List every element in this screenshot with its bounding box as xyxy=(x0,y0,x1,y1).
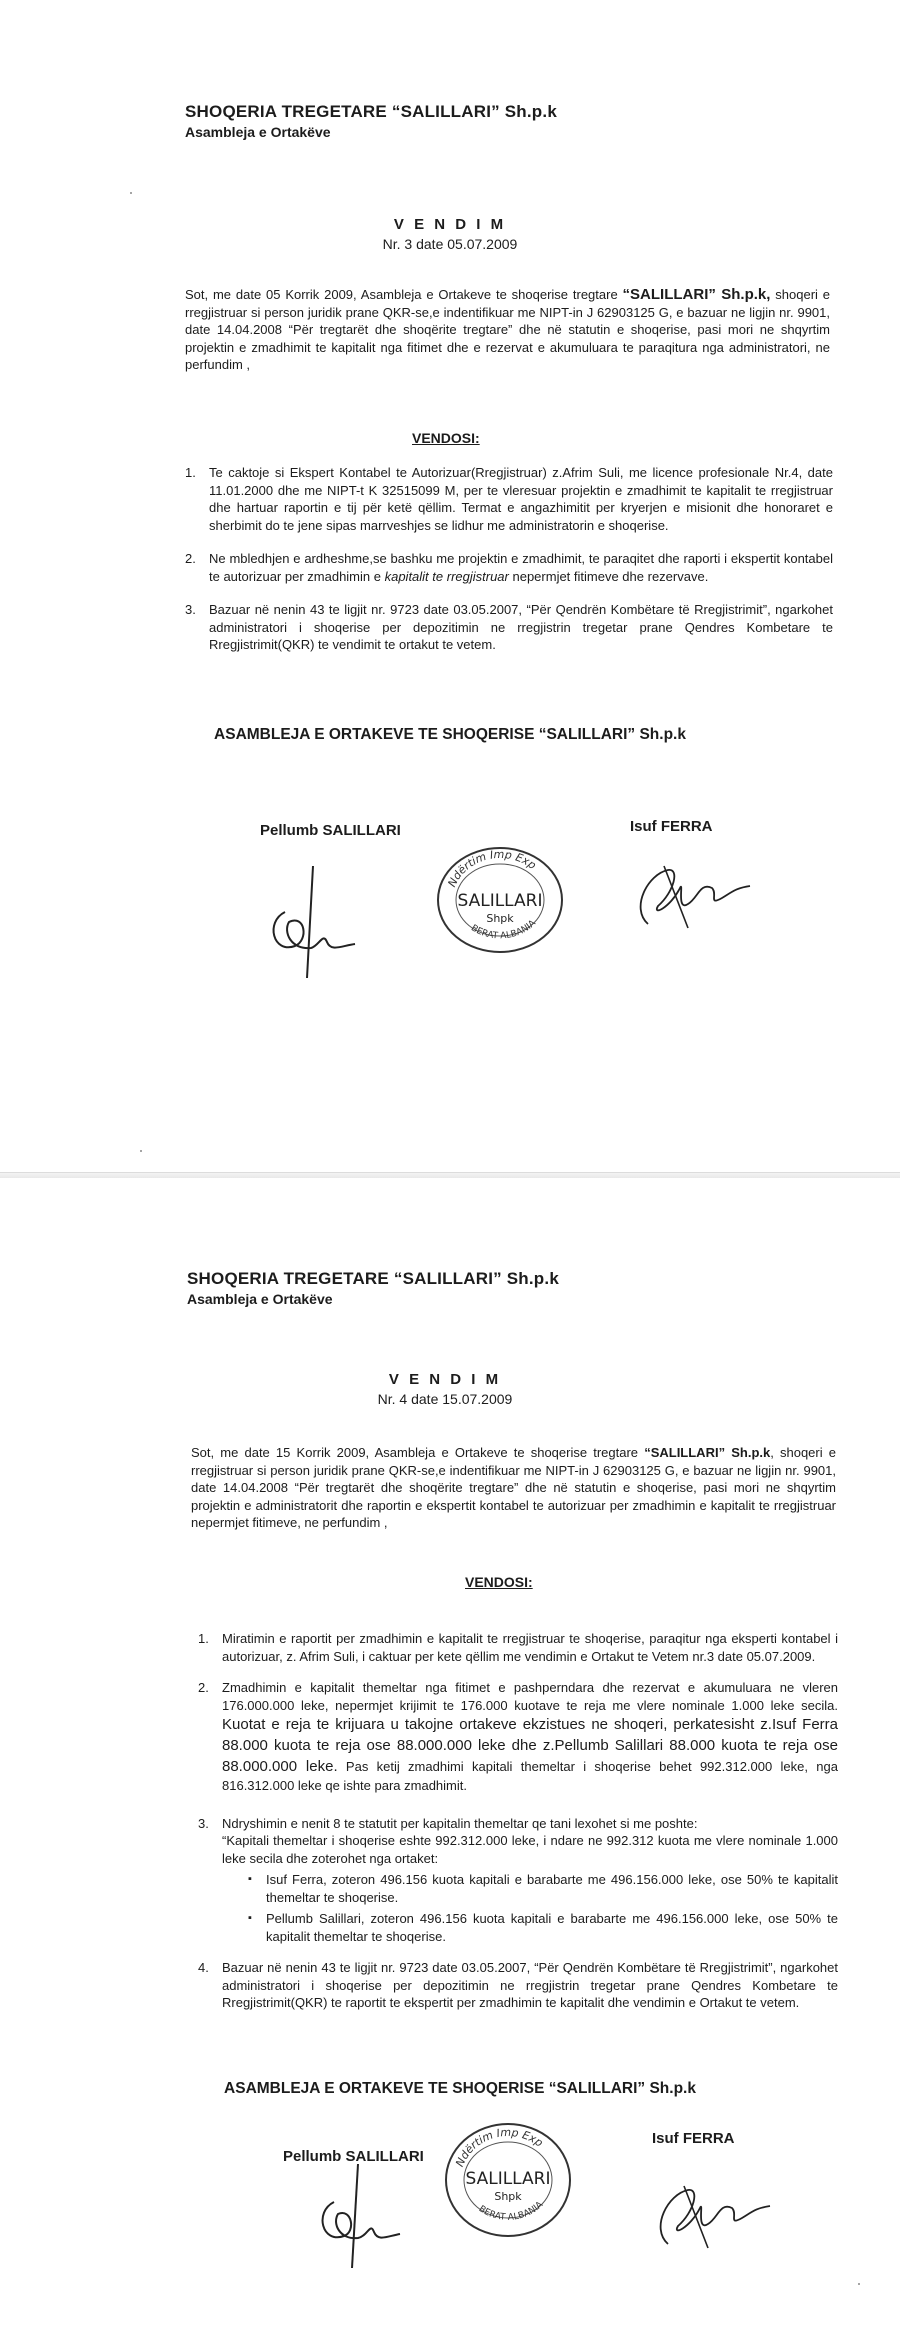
decision-items xyxy=(185,464,833,654)
item-number: 4. xyxy=(198,1960,209,1975)
item-text-b: Pas ketij zmadhimi kapitali themeltar i shoqerise behet 992.312.000 leke, nga 816.312.000 leke qe ishte para zmadhimit. xyxy=(222,1759,838,1793)
stamp-bottom-text: BERAT ALBANIA xyxy=(469,918,538,942)
item-text-large: Kuotat e reja te krijuara u takojne ortakeve ekzistues ne shoqeri, perkatesisht z.Isuf Ferra 88.000 kuota te reja ose 88.000.000 leke dhe z.Pellumb Salillari 88.000 kuota te reja ose 88.000.000 leke. xyxy=(222,1716,838,1775)
decides-heading: VENDOSI: xyxy=(412,430,480,446)
stamp-name: SALILLARI xyxy=(457,891,543,911)
signer-left-name: Pellumb SALILLARI xyxy=(260,822,401,839)
assembly-subheader: Asambleja e Ortakëve xyxy=(187,1291,333,1307)
company-header: SHOQERIA TREGETARE “SALILLARI” Sh.p.k xyxy=(185,102,557,121)
stamp-type: Shpk xyxy=(494,2190,522,2203)
shareholder-bullets xyxy=(222,1871,838,1945)
company-header: SHOQERIA TREGETARE “SALILLARI” Sh.p.k xyxy=(187,1269,559,1288)
item-text: Miratimin e raportit per zmadhimin e kapitalit te rregjistruar te shoqerise, paraqitur nga eksperti kontabel i autorizuar, z. Afrim Suli, i caktuar per kete qëllim me vendimin e Ortakut te Vetem nr.3 date 05.07.2009. xyxy=(222,1631,838,1664)
signature-left xyxy=(300,2162,420,2277)
signature-left xyxy=(245,862,385,987)
signer-left-name: Pellumb SALILLARI xyxy=(283,2148,424,2165)
decides-heading: VENDOSI: xyxy=(465,1574,533,1590)
intro-paragraph xyxy=(191,1444,836,1532)
document-page-2 xyxy=(0,1178,900,2340)
intro-text-b: shoqeri e rregjistruar si person juridik prane QKR-se,e indentifikuar me NIPT-in J 62903125 G, e bazuar ne ligjin nr. 9901, date 14.04.2008 “Për tregtarët dhe shoqërite tregtare” dhe në statutin e shoqerise, pasi mori ne shqyrtim projektin e zmadhimit te kapitalit nga fitimet dhe e rezervat e akumuluara te paraqitura nga administratori, ne perfundim , xyxy=(185,287,830,372)
bullet-item: ▪ Isuf Ferra, zoteron 496.156 kuota kapitali e barabarte me 496.156.000 leke, ose 50% te kapitalit themeltar te shoqerise. xyxy=(248,1871,838,1906)
stamp-name: SALILLARI xyxy=(465,2169,551,2189)
assembly-signature-title: ASAMBLEJA E ORTAKEVE TE SHOQERISE “SALILLARI” Sh.p.k xyxy=(214,726,686,743)
bullet-item: ▪ Pellumb Salillari, zoteron 496.156 kuota kapitali e barabarte me 496.156.000 leke, ose 50% te kapitalit themeltar te shoqerise. xyxy=(248,1910,838,1945)
item-text-a: Zmadhimin e kapitalit themeltar nga fitimet e pashperndara dhe rezervat e akumuluara ne vleren 176.000.000 leke, nepermjet krijimit te 176.000 kuotave te reja me vlere nominale 1.000 leke secila. xyxy=(222,1680,838,1713)
assembly-subheader: Asambleja e Ortakëve xyxy=(185,124,331,140)
assembly-signature-title: ASAMBLEJA E ORTAKEVE TE SHOQERISE “SALILLARI” Sh.p.k xyxy=(224,2080,696,2097)
item-text: Ndryshimin e nenit 8 te statutit per kapitalin themeltar qe tani lexohet si me poshte: xyxy=(222,1815,698,1831)
item-number: 1. xyxy=(185,465,196,480)
decision-items xyxy=(198,1630,838,2012)
item-number: 1. xyxy=(198,1631,209,1646)
item-number: 2. xyxy=(185,551,196,566)
scan-speck xyxy=(858,2283,860,2285)
company-stamp xyxy=(438,2118,578,2243)
signer-right-name: Isuf FERRA xyxy=(630,818,713,835)
intro-paragraph xyxy=(185,286,830,374)
item-text-italic: kapitalit te rregjistruar xyxy=(384,568,509,584)
intro-text-a: Sot, me date 05 Korrik 2009, Asambleja e Ortakeve te shoqerise tregtare xyxy=(185,287,623,302)
intro-text-b: , shoqeri e rregjistruar si person juridik prane QKR-se,e indentifikuar me NIPT-in J 62903125 G, e bazuar ne ligjin nr. 9901, date 14.04.2008 “Për tregtarët dhe shoqërite tregtare” dhe në statutin e shoqerise, pasi mori ne shqyrtim projektin e administratorit dhe raportin e ekspertit kontabel te autorizuar per zmadhimin e kapitalit te rregjistruar nepermjet fitimeve, ne perfundim , xyxy=(191,1445,837,1530)
stamp-type: Shpk xyxy=(486,912,514,925)
signature-right xyxy=(618,858,778,943)
list-item xyxy=(198,1959,838,2012)
list-item xyxy=(185,601,833,654)
decision-number: Nr. 4 date 15.07.2009 xyxy=(377,1391,513,1407)
item-text: Bazuar në nenin 43 te ligjit nr. 9723 date 03.05.2007, “Për Qendrën Kombëtare të Rregjistrimit”, ngarkohet administratori i shoqerise per depozitimin ne rregjistrin tregetar prane Qendres Kombetare te Rregjistrimit(QKR) te raportit te ekspertit per zmadhimin te kapitalit dhe vendimin e Ortakut te vetem. xyxy=(222,1960,838,2010)
item-text: Te caktoje si Ekspert Kontabel te Autorizuar(Rregjistruar) z.Afrim Suli, me licence profesionale Nr.4, date 11.01.2000 dhe me NIPT-t K 32515099 M, per te vleresuar projektin e zmadhimit te kapitalit te rregjistruar dhe hartuar raportin e tij për ketë qëllim. Termat e angazhimitit per kryerjen e misionit dhe honoraret e sherbimit do te jene sipas marrveshjes se lidhur me administratorin e shoqerise. xyxy=(209,465,833,533)
decision-title: V E N D I M xyxy=(388,1371,502,1388)
list-item xyxy=(198,1679,838,1795)
item-number: 3. xyxy=(185,602,196,617)
statute-quote: “Kapitali themeltar i shoqerise eshte 992.312.000 leke, i ndare ne 992.312 kuota me vlere nominale 1.000 leke secila dhe zoterohet nga ortaket: xyxy=(222,1833,838,1866)
decision-title: V E N D I M xyxy=(393,216,507,233)
intro-text-a: Sot, me date 15 Korrik 2009, Asambleja e Ortakeve te shoqerise tregtare xyxy=(191,1445,645,1460)
scan-speck xyxy=(130,192,132,194)
list-item xyxy=(198,1630,838,1665)
list-item xyxy=(198,1815,838,1946)
signature-right xyxy=(638,2178,798,2263)
intro-company: “SALILLARI” Sh.p.k, xyxy=(622,286,771,303)
list-item xyxy=(185,464,833,534)
signer-right-name: Isuf FERRA xyxy=(652,2130,735,2147)
item-text-a: Ne mbledhjen e ardheshme,se bashku me projektin e zmadhimit, te paraqitet dhe raporti i ekspertit kontabel te autorizuar per zmadhimin e xyxy=(209,551,833,584)
stamp-top-text: Ndërtim Imp Exp xyxy=(445,847,539,890)
intro-company: “SALILLARI” Sh.p.k xyxy=(644,1445,771,1460)
company-stamp xyxy=(430,842,570,959)
list-item xyxy=(185,550,833,585)
scan-speck xyxy=(140,1150,142,1152)
stamp-bottom-text: BERAT ALBANIA xyxy=(476,2199,546,2223)
decision-number: Nr. 3 date 05.07.2009 xyxy=(382,236,518,252)
stamp-top-text: Ndërtim Imp Exp xyxy=(453,2125,546,2169)
item-text: Bazuar në nenin 43 te ligjit nr. 9723 date 03.05.2007, “Për Qendrën Kombëtare të Rregjistrimit”, ngarkohet administratori i shoqerise per depozitimin ne rregjistrin tregetar prane Qendres Kombetare te Rregjistrimit(QKR) te vendimit te ortakut te vetem. xyxy=(209,602,833,652)
item-number: 2. xyxy=(198,1680,209,1695)
item-text-b: nepermjet fitimeve dhe rezervave. xyxy=(508,568,709,584)
item-number: 3. xyxy=(198,1815,209,1831)
